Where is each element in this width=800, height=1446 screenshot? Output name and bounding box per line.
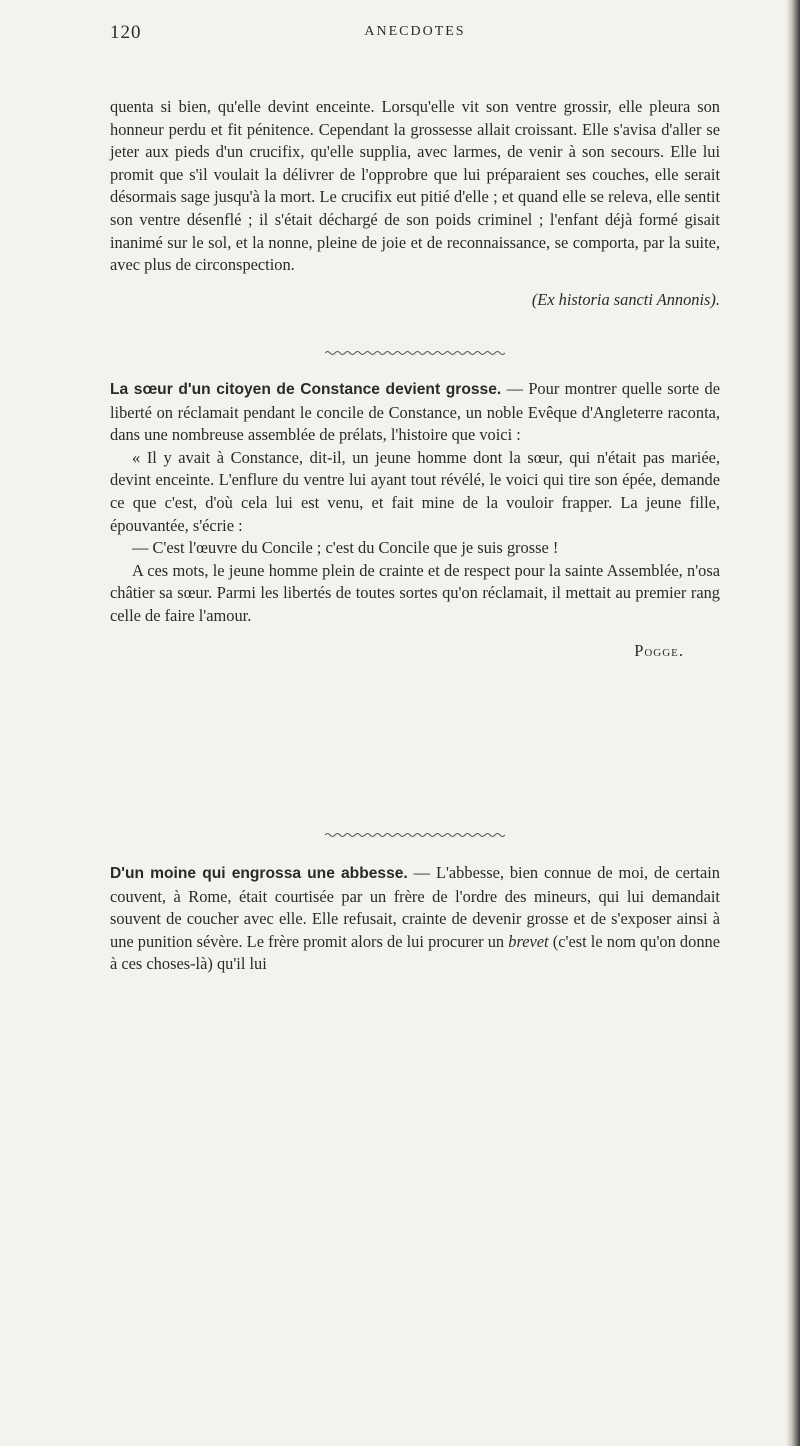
- story-moine: [110, 862, 720, 976]
- story-body: (c'est le nom qu'on donne à ces choses-là) qu'il lui: [110, 931, 720, 974]
- story-constance: [110, 378, 720, 662]
- page-number: 120: [110, 22, 142, 43]
- story-paragraph: — C'est l'œuvre du Concile ; c'est du Concile que je suis grosse !: [132, 538, 559, 558]
- story-heading: La sœur d'un citoyen de Constance devient grosse.: [110, 381, 502, 398]
- wavy-divider: [325, 832, 505, 838]
- page-edge-shadow: [786, 0, 800, 1446]
- italic-term: brevet: [508, 931, 549, 951]
- story-body: — L'abbesse, bien connue de moi, de certain couvent, à Rome, était courtisée par un frère de l'ordre des mineurs, qui lui demandait souvent de coucher avec elle. Elle refusait, crainte de devenir grosse et de s'exposer ainsi à une punition sévère. Le frère promit alors de lui procurer un: [110, 863, 720, 951]
- wavy-divider: [325, 350, 505, 356]
- story-heading: D'un moine qui engrossa une abbesse.: [110, 865, 408, 882]
- story-paragraph: « Il y avait à Constance, dit-il, un jeune homme dont la sœur, qui n'était pas mariée, devint enceinte. L'enflure du ventre lui ayant tout révélé, le voici qui tire son épée, demande ce que c'est, d'où cela lui est venu, et fait mine de la vouloir frapper. La jeune fille, épouvantée, s'écrie :: [110, 447, 720, 535]
- running-title: ANECDOTES: [364, 24, 466, 39]
- story-ending: [110, 96, 720, 311]
- story-intro: — Pour montrer quelle sorte de liberté on réclamait pendant le concile de Constance, un noble Evêque d'Angleterre raconta, dans une nombreuse assemblée de prélats, l'histoire que voici :: [110, 379, 720, 445]
- story-ending-paragraph: quenta si bien, qu'elle devint enceinte. Lorsqu'elle vit son ventre grossir, elle pleura son honneur perdu et fit pénitence. Cependant la grossesse allait croissant. Elle s'avisa d'aller se jeter aux pieds d'un crucifix, qu'elle supplia, avec larmes, de venir à son secours. Elle lui promit que s'il voulait la délivrer de l'opprobre que lui préparaient ses couches, elle serait désormais sage jusqu'à la mort. Le crucifix eut pitié d'elle ; et quand elle se releva, elle sentit son ventre désenflé ; il s'était déchargé de son poids criminel ; l'enfant déjà formé gisait inanimé sur le sol, et la nonne, pleine de joie et de reconnaissance, se comporta, par la suite, avec plus de circonspection.: [110, 97, 720, 275]
- story-paragraph: A ces mots, le jeune homme plein de crainte et de respect pour la sainte Assemblée, n'osa châtier sa sœur. Parmi les libertés de toutes sortes qu'on réclamait, il mettait au premier rang celle de faire l'amour.: [110, 560, 720, 625]
- author-attribution: Pogge.: [634, 640, 684, 660]
- source-citation: (Ex historia sancti Annonis).: [531, 289, 720, 309]
- page-header: [110, 22, 720, 56]
